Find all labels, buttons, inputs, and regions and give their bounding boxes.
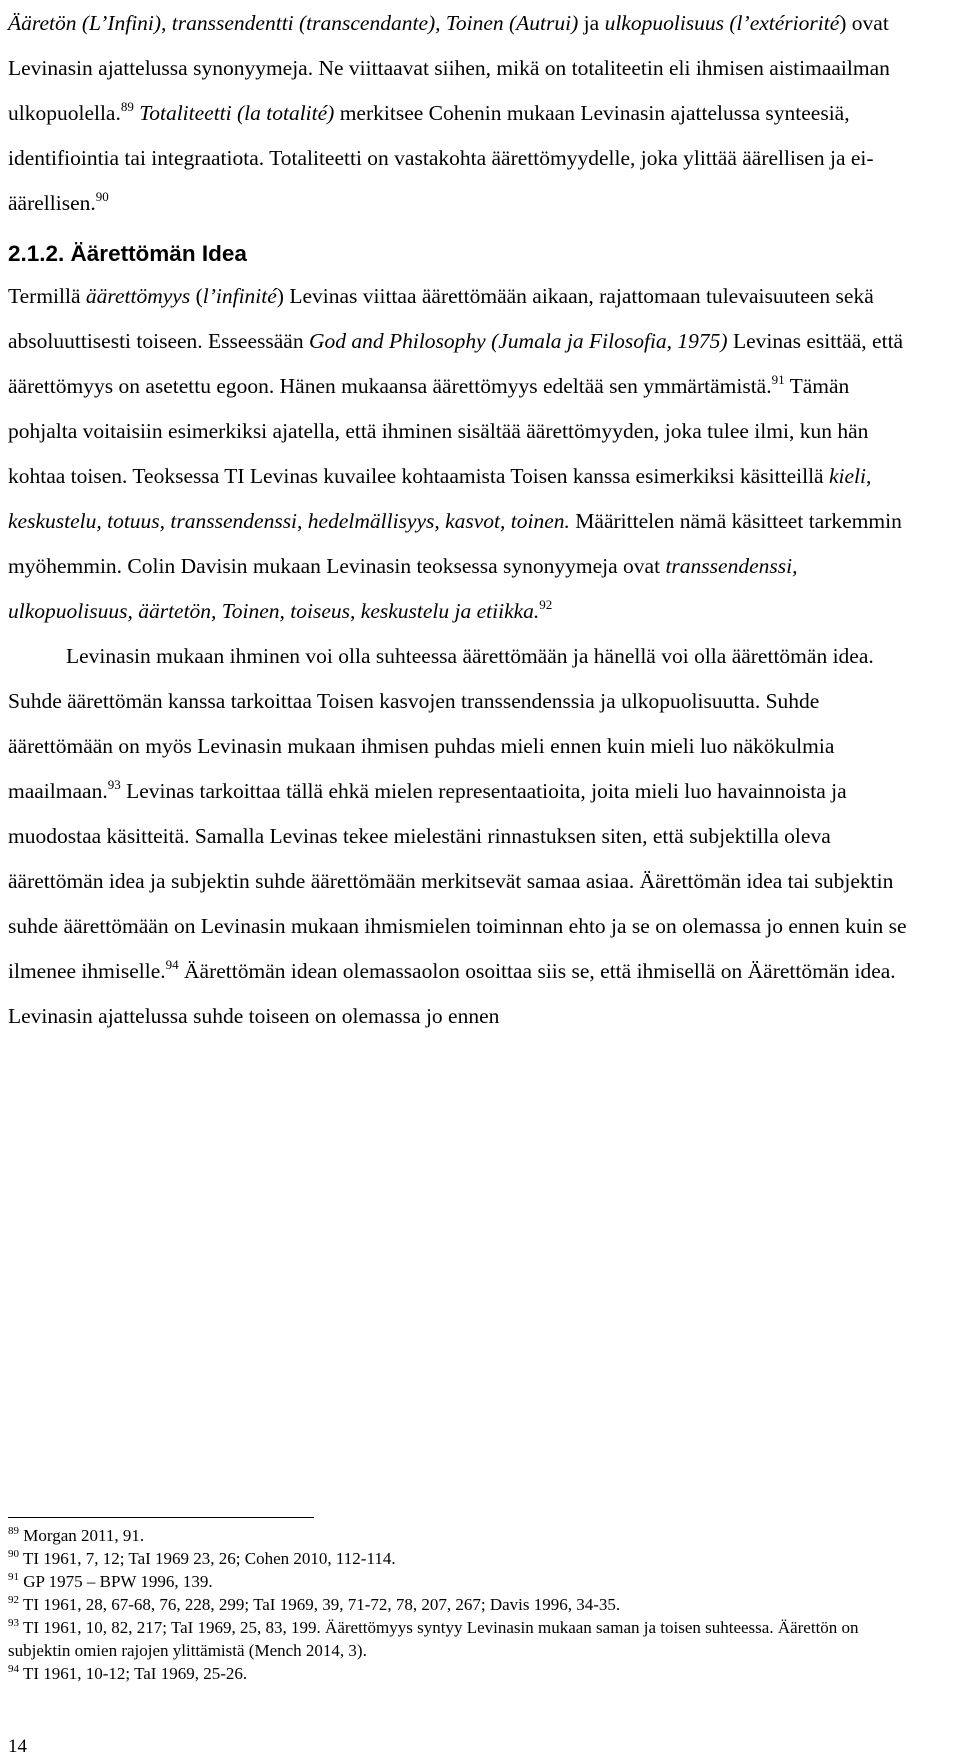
footnote-item <box>8 1524 908 1547</box>
footnote-item <box>8 1593 908 1616</box>
footnote-item <box>8 1570 908 1593</box>
text-run: merkitsee Cohenin mukaan Levinasin ajattelussa synteesiä, identifiointia tai integraatiota. Totaliteetti on vastakohta äärettömyydelle, joka ylittää äärellisen ja ei-äärellisen. <box>8 101 874 215</box>
footnote-ref[interactable]: 90 <box>95 189 109 204</box>
footnote-number: 89 <box>8 1525 19 1537</box>
italic-term: äärettömyys <box>85 284 191 308</box>
footnote-number: 90 <box>8 1548 19 1560</box>
footnote-item <box>8 1662 908 1685</box>
text-run: Termillä <box>8 284 86 308</box>
italic-term: Totaliteetti (la totalité) <box>139 101 335 125</box>
footnote-separator <box>8 1517 314 1518</box>
italic-terms: kieli, keskustelu, totuus, transsendenssi, hedelmällisyys, kasvot, toinen. <box>8 464 872 533</box>
footnote-number: 92 <box>8 1594 19 1606</box>
text-run: ( <box>190 284 203 308</box>
footnote-text: TI 1961, 10-12; TaI 1969, 25-26. <box>19 1664 248 1683</box>
text-run: Levinas esittää, että äärettömyys on asetettu egoon. Hänen mukaansa äärettömyys edeltää sen ymmärtämistä. <box>8 329 904 398</box>
footnote-ref[interactable]: 89 <box>120 99 134 114</box>
text-run: Tämän pohjalta voitaisiin esimerkiksi ajatella, että ihminen sisältää äärettömyyden, joka tulee ilmi, kun hän kohtaa toisen. Teoksessa TI Levinas kuvailee kohtaamista Toisen kanssa esimerkiksi käsitteillä <box>8 374 869 488</box>
footnotes <box>8 1524 908 1685</box>
paragraph-relation-to-infinity <box>8 634 908 1039</box>
footnote-number: 91 <box>8 1571 19 1583</box>
italic-title: God and Philosophy (Jumala ja Filosofia, 1975) <box>308 329 728 353</box>
document-page <box>8 0 908 1039</box>
italic-term: ulkopuolisuus (l’extériorité <box>604 11 840 35</box>
footnote-ref[interactable]: 93 <box>107 777 121 792</box>
paragraph-infinity-synonyms <box>8 0 908 226</box>
page-number: 14 <box>8 1736 27 1757</box>
footnote-text: TI 1961, 7, 12; TaI 1969 23, 26; Cohen 2010, 112-114. <box>19 1549 396 1568</box>
footnote-item <box>8 1616 908 1662</box>
footnote-number: 93 <box>8 1617 19 1629</box>
footnote-text: TI 1961, 28, 67-68, 76, 228, 299; TaI 1969, 39, 71-72, 78, 207, 267; Davis 1996, 34-35. <box>19 1595 621 1614</box>
footnote-text: Morgan 2011, 91. <box>19 1526 145 1545</box>
section-heading: 2.1.2. Äärettömän Idea <box>8 241 247 266</box>
text-run: Äärettömän idean olemassaolon osoittaa siis se, että ihmisellä on Äärettömän idea. Levinasin ajattelussa suhde toiseen on olemassa jo ennen <box>8 959 896 1028</box>
footnote-ref[interactable]: 92 <box>539 597 553 612</box>
text-run: ) Levinas viittaa äärettömään aikaan, rajattomaan tulevaisuuteen sekä absoluuttisesti toiseen. Esseessään <box>8 284 874 353</box>
footnote-ref[interactable]: 94 <box>165 957 179 972</box>
italic-term: l’infinité <box>202 284 277 308</box>
text-run: ja <box>578 11 605 35</box>
text-run: Määrittelen nämä käsitteet tarkemmin myöhemmin. Colin Davisin mukaan Levinasin teoksessa synonyymeja ovat <box>8 509 902 578</box>
footnote-text: TI 1961, 10, 82, 217; TaI 1969, 25, 83, 199. Äärettömyys syntyy Levinasin mukaan saman ja toisen suhteessa. Äärettön on subjektin omien rajojen ylittämistä (Mench 2014, 3). <box>8 1618 859 1660</box>
italic-term: Ääretön (L’Infini), transsendentti (transcendante), Toinen (Autrui) <box>8 11 579 35</box>
text-run: ) ovat Levinasin ajattelussa synonyymeja. Ne viittaavat siihen, mikä on totaliteetin eli ihmisen aistimaailman ulkopuolella. <box>8 11 890 125</box>
text-run: Levinas tarkoittaa tällä ehkä mielen representaatioita, joita mieli luo havainnoista ja muodostaa käsitteitä. Samalla Levinas tekee mielestäni rinnastuksen siten, että subjektilla oleva äärettömän idea ja subjektin suhde äärettömään merkitsevät samaa asiaa. Äärettömän idea tai subjektin suhde äärettömään on Levinasin mukaan ihmismielen toiminnan ehto ja se on olemassa jo ennen kuin se ilmenee ihmiselle. <box>8 779 907 983</box>
footnote-item <box>8 1547 908 1570</box>
paragraph-infinity-term <box>8 274 908 634</box>
footnote-number: 94 <box>8 1663 19 1675</box>
text-run: Levinasin mukaan ihminen voi olla suhteessa äärettömään ja hänellä voi olla äärettömän idea. Suhde äärettömän kanssa tarkoittaa Toisen kasvojen transsendenssia ja ulkopuolisuutta. Suhde äärettömään on myös Levinasin mukaan ihmisen puhdas mieli ennen kuin mieli luo näkökulmia maailmaan. <box>8 644 874 803</box>
footnote-ref[interactable]: 91 <box>771 372 785 387</box>
italic-terms: transsendenssi, ulkopuolisuus, äärtetön, Toinen, toiseus, keskustelu ja etiikka. <box>8 554 798 623</box>
footnote-text: GP 1975 – BPW 1996, 139. <box>19 1572 213 1591</box>
